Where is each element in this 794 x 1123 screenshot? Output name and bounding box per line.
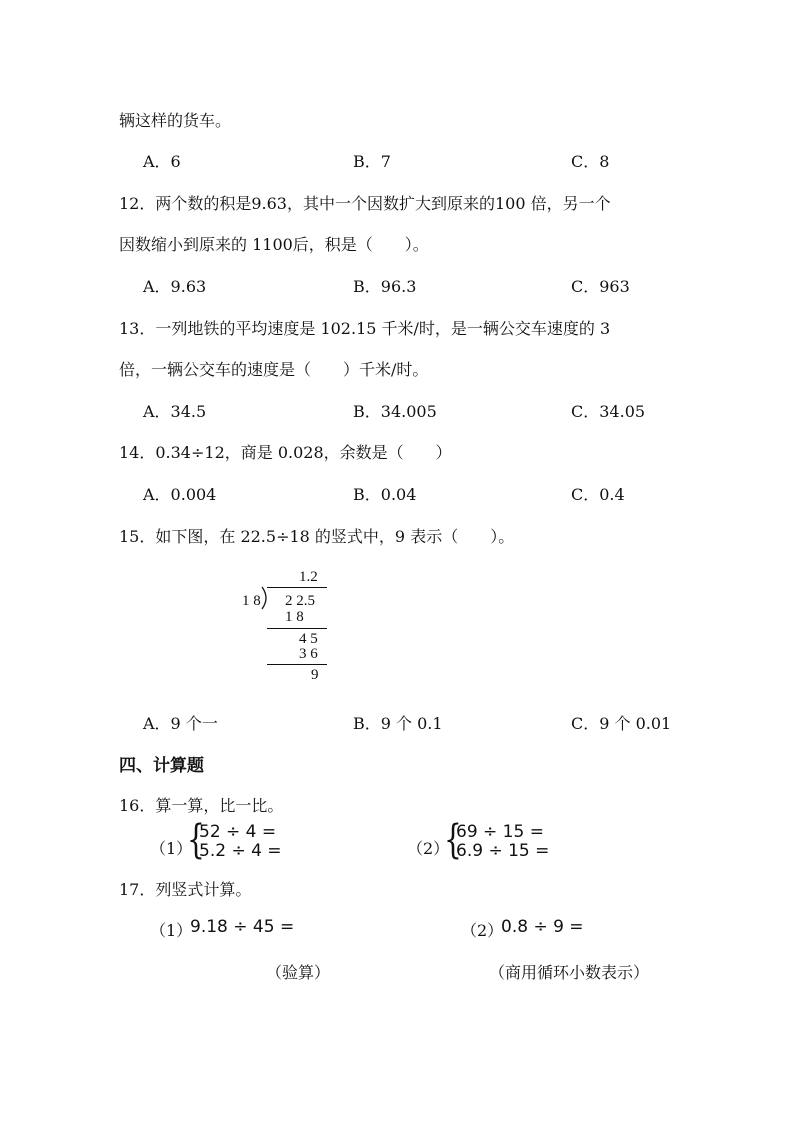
q16-part2-expr2: 6.9 ÷ 15 = [456,841,550,861]
division-remainder-2: 9 [311,667,319,683]
division-dividend: 2 2.5 [285,593,315,609]
q12-text-line1: 12．两个数的积是9.63，其中一个因数扩大到原来的100 倍，另一个 [119,194,611,213]
q16-part2-label: （2） [407,839,450,858]
q15-text: 15．如下图，在 22.5÷18 的竖式中，9 表示（ ）。 [119,527,515,546]
q14-option-c: C．0.4 [571,485,625,504]
q17-part2-expr: 0.8 ÷ 9 = [501,917,584,937]
q17-part2-note: （商用循环小数表示） [489,963,650,982]
q13-option-c: C．34.05 [571,402,646,421]
q13-option-a: A．34.5 [143,402,207,421]
q13-text-line2: 倍，一辆公交车的速度是（ ）千米/时。 [119,360,429,379]
q13-option-b: B．34.005 [353,402,437,421]
q16-part1-label: （1） [150,839,193,858]
q12-option-c: C．963 [571,277,630,296]
q11-option-b: B．7 [353,152,391,171]
q17-part1-label: （1） [150,921,193,940]
q17-part2-label: （2） [461,921,504,940]
q17-part1-note: （验算） [266,963,331,982]
section-heading: 四、计算题 [119,756,204,776]
q11-option-c: C．8 [571,152,610,171]
q17-title: 17．列竖式计算。 [119,880,252,899]
q14-text: 14．0.34÷12，商是 0.028，余数是（ ） [119,443,452,462]
q15-option-a: A．9 个一 [143,714,218,733]
q13-text-line1: 13．一列地铁的平均速度是 102.15 千米/时，是一辆公交车速度的 3 [119,319,611,338]
q16-part2-expr1: 69 ÷ 15 = [456,822,544,842]
q15-option-c: C．9 个 0.01 [571,714,672,733]
division-bar [267,587,327,588]
q12-option-a: A．9.63 [143,277,207,296]
q16-part1-expr1: 52 ÷ 4 = [199,822,277,842]
q15-option-b: B．9 个 0.1 [353,714,443,733]
q16-part2-brace: { [444,817,462,863]
q16-title: 16．算一算，比一比。 [119,796,284,815]
division-subtract-1: 1 8 [285,609,304,625]
division-remainder-1: 4 5 [299,631,318,647]
q14-option-a: A．0.004 [143,485,217,504]
q16-part1-expr2: 5.2 ÷ 4 = [199,841,282,861]
division-line-2 [267,664,327,665]
q12-option-b: B．96.3 [353,277,417,296]
division-quotient: 1.2 [299,569,318,585]
division-line-1 [267,628,327,629]
division-divisor: 1 8 [242,593,261,609]
q12-text-line2: 因数缩小到原来的 1100后，积是（ ）。 [119,235,429,254]
q14-option-b: B．0.04 [353,485,417,504]
q17-part1-expr: 9.18 ÷ 45 = [190,917,295,937]
division-bracket-icon [260,586,272,610]
q11-text-tail: 辆这样的货车。 [119,111,232,130]
division-subtract-2: 3 6 [299,646,318,662]
q16-part1-brace: { [187,817,205,863]
q11-option-a: A．6 [143,152,181,171]
